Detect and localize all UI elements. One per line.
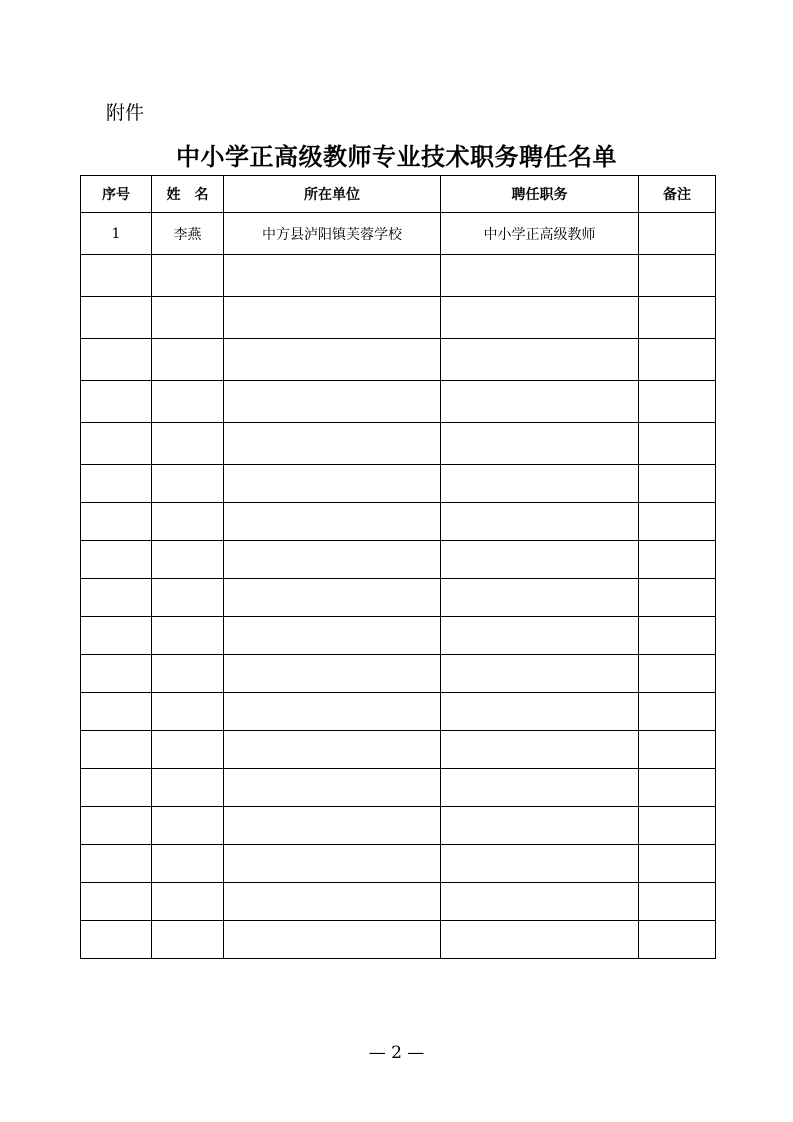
cell-name <box>152 807 224 845</box>
table-row <box>81 541 716 579</box>
cell-index <box>81 503 152 541</box>
cell-index <box>81 297 152 339</box>
cell-remarks <box>639 541 716 579</box>
cell-unit <box>224 503 441 541</box>
cell-position <box>441 503 639 541</box>
cell-position <box>441 579 639 617</box>
cell-name <box>152 579 224 617</box>
table-row <box>81 503 716 541</box>
cell-index <box>81 255 152 297</box>
cell-index <box>81 693 152 731</box>
cell-remarks <box>639 883 716 921</box>
table-row <box>81 579 716 617</box>
cell-position <box>441 845 639 883</box>
cell-name <box>152 617 224 655</box>
table-row <box>81 655 716 693</box>
cell-unit <box>224 883 441 921</box>
table-row <box>81 339 716 381</box>
cell-name <box>152 297 224 339</box>
cell-position <box>441 255 639 297</box>
cell-position: 中小学正高级教师 <box>441 213 639 255</box>
cell-name <box>152 541 224 579</box>
cell-unit <box>224 297 441 339</box>
cell-index <box>81 731 152 769</box>
table-row <box>81 845 716 883</box>
cell-unit <box>224 579 441 617</box>
cell-name: 李燕 <box>152 213 224 255</box>
cell-index <box>81 465 152 503</box>
cell-unit <box>224 465 441 503</box>
cell-unit <box>224 845 441 883</box>
cell-position <box>441 541 639 579</box>
cell-name <box>152 381 224 423</box>
cell-unit <box>224 693 441 731</box>
document-title: 中小学正高级教师专业技术职务聘任名单 <box>176 143 617 171</box>
cell-index <box>81 381 152 423</box>
cell-remarks <box>639 921 716 959</box>
cell-position <box>441 731 639 769</box>
cell-index <box>81 807 152 845</box>
cell-name <box>152 655 224 693</box>
cell-position <box>441 655 639 693</box>
cell-unit <box>224 655 441 693</box>
header-position: 聘任职务 <box>441 176 639 213</box>
cell-position <box>441 921 639 959</box>
cell-unit <box>224 769 441 807</box>
cell-remarks <box>639 339 716 381</box>
cell-name <box>152 465 224 503</box>
cell-name <box>152 693 224 731</box>
attachment-label: 附件 <box>106 102 145 124</box>
table-row <box>81 807 716 845</box>
cell-index <box>81 541 152 579</box>
cell-index <box>81 845 152 883</box>
cell-remarks <box>639 213 716 255</box>
cell-index <box>81 883 152 921</box>
cell-name <box>152 769 224 807</box>
cell-name <box>152 423 224 465</box>
table-row <box>81 381 716 423</box>
cell-remarks <box>639 655 716 693</box>
cell-position <box>441 465 639 503</box>
cell-unit <box>224 423 441 465</box>
header-name: 姓 名 <box>152 176 224 213</box>
cell-remarks <box>639 381 716 423</box>
cell-remarks <box>639 255 716 297</box>
cell-unit <box>224 807 441 845</box>
cell-index: 1 <box>81 213 152 255</box>
table-body <box>81 213 716 959</box>
cell-index <box>81 617 152 655</box>
cell-remarks <box>639 465 716 503</box>
table-row <box>81 423 716 465</box>
header-remarks: 备注 <box>639 176 716 213</box>
cell-name <box>152 921 224 959</box>
cell-remarks <box>639 693 716 731</box>
cell-position <box>441 381 639 423</box>
cell-position <box>441 769 639 807</box>
cell-remarks <box>639 769 716 807</box>
cell-unit <box>224 339 441 381</box>
cell-unit <box>224 541 441 579</box>
table-row <box>81 465 716 503</box>
cell-position <box>441 339 639 381</box>
table-row <box>81 921 716 959</box>
cell-index <box>81 423 152 465</box>
header-index: 序号 <box>81 176 152 213</box>
table-row <box>81 769 716 807</box>
header-unit: 所在单位 <box>224 176 441 213</box>
table-header-row <box>81 176 716 213</box>
cell-remarks <box>639 807 716 845</box>
cell-unit <box>224 381 441 423</box>
cell-unit <box>224 921 441 959</box>
cell-remarks <box>639 845 716 883</box>
table-row <box>81 213 716 255</box>
table-row <box>81 617 716 655</box>
cell-name <box>152 883 224 921</box>
cell-name <box>152 255 224 297</box>
cell-position <box>441 883 639 921</box>
table-row <box>81 255 716 297</box>
table-row <box>81 731 716 769</box>
cell-position <box>441 693 639 731</box>
cell-unit <box>224 731 441 769</box>
cell-remarks <box>639 579 716 617</box>
cell-position <box>441 423 639 465</box>
cell-index <box>81 339 152 381</box>
cell-name <box>152 845 224 883</box>
page-number: — 2 — <box>368 1043 425 1063</box>
cell-unit <box>224 255 441 297</box>
cell-index <box>81 579 152 617</box>
table-row <box>81 883 716 921</box>
cell-remarks <box>639 503 716 541</box>
cell-index <box>81 921 152 959</box>
table-row <box>81 297 716 339</box>
cell-remarks <box>639 617 716 655</box>
cell-position <box>441 297 639 339</box>
cell-remarks <box>639 297 716 339</box>
table-row <box>81 693 716 731</box>
cell-unit: 中方县泸阳镇芙蓉学校 <box>224 213 441 255</box>
cell-name <box>152 731 224 769</box>
cell-unit <box>224 617 441 655</box>
cell-index <box>81 769 152 807</box>
appointment-table <box>80 175 716 959</box>
cell-name <box>152 503 224 541</box>
cell-remarks <box>639 423 716 465</box>
cell-remarks <box>639 731 716 769</box>
cell-position <box>441 807 639 845</box>
cell-name <box>152 339 224 381</box>
cell-index <box>81 655 152 693</box>
cell-position <box>441 617 639 655</box>
